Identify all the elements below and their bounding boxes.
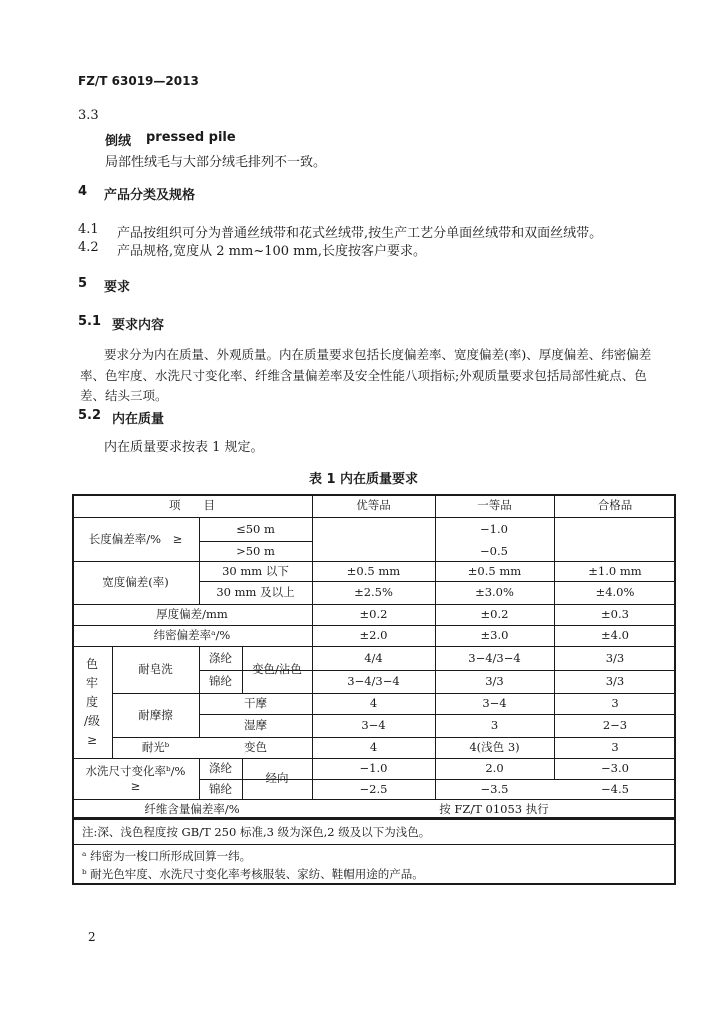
cf-char-5: ≥ — [86, 732, 98, 747]
width-sub-under-30: 30 mm 以下 — [222, 563, 289, 578]
cf-rubbing-label: 耐摩擦 — [138, 707, 173, 722]
wash-r2-superior: −2.5 — [359, 781, 388, 796]
clause-5-1-line-1: 要求分为内在质量、外观质量。内在质量要求包括长度偏差率、宽度偏差(率)、厚度偏差、纬密偏差 — [104, 347, 652, 362]
cf-soap-change-stain: 变色/沾色 — [252, 662, 302, 676]
cf-soap-r1-first: 3−4/3−4 — [468, 650, 521, 665]
cf-light-first: 4(浅色 3) — [469, 740, 520, 754]
note-main: 注:深、浅色程度按 GB/T 250 标准,3 级为深色,2 级及以下为浅色。 — [82, 825, 431, 839]
thickness-first: ±0.2 — [480, 607, 509, 621]
header-item: 项 目 — [169, 498, 215, 512]
cf-soap-r1-qualified: 3/3 — [605, 650, 625, 665]
cf-light-change: 变色 — [244, 740, 267, 754]
section-4-title: 产品分类及规格 — [104, 188, 196, 203]
thickness-deviation-label: 厚度偏差/mm — [156, 607, 228, 621]
cf-light-label: 耐光ᵇ — [141, 740, 170, 754]
term-definition: 局部性绒毛与大部分绒毛排列不一致。 — [105, 155, 327, 170]
wash-r1-first: 2.0 — [485, 761, 504, 775]
clause-4-2-number: 4.2 — [78, 240, 99, 255]
cf-dry-rub: 干摩 — [244, 696, 267, 710]
thickness-superior: ±0.2 — [359, 607, 388, 621]
wash-change-ge: ≥ — [130, 778, 141, 793]
clause-4-1-number: 4.1 — [78, 222, 99, 237]
length-deviation-label: 长度偏差率/% ≥ — [88, 531, 183, 546]
header-grade-first: 一等品 — [477, 498, 512, 512]
header-grade-superior: 优等品 — [356, 498, 391, 512]
wash-change-title: 水洗尺寸变化率ᵇ/% — [85, 763, 186, 778]
weft-density-label: 纬密偏差率ᵃ/% — [153, 628, 231, 642]
width-deviation-label: 宽度偏差(率) — [102, 575, 169, 589]
table-notes — [72, 819, 676, 885]
cf-soap-polyester: 涤纶 — [209, 650, 232, 665]
cf-char-4: /级 — [83, 713, 101, 728]
wash-r1-superior: −1.0 — [359, 761, 388, 775]
wash-change-label — [72, 758, 199, 799]
footnote-b: ᵇ 耐光色牢度、水洗尺寸变化率考核服装、家纺、鞋帽用途的产品。 — [82, 867, 424, 881]
wash-r1-qualified: −3.0 — [601, 761, 629, 775]
wash-r2-first: −3.5 — [480, 781, 509, 796]
cf-soap-nylon: 锦纶 — [209, 674, 232, 688]
section-5-2-title: 内在质量 — [112, 412, 165, 427]
section-5-1-title: 要求内容 — [112, 318, 165, 333]
term-english: pressed pile — [146, 130, 236, 145]
quality-requirements-table — [72, 494, 676, 819]
cf-wet-first: 3 — [490, 718, 499, 732]
length-value-long: −0.5 — [480, 543, 508, 558]
section-5-1-number: 5.1 — [78, 314, 102, 329]
cf-dry-qualified: 3 — [611, 696, 619, 710]
footnote-a: ᵃ 纬密为一梭口所形成回算一纬。 — [82, 849, 252, 863]
cf-wet-rub: 湿摩 — [244, 718, 267, 732]
cf-dry-first: 3−4 — [482, 696, 507, 710]
cf-wet-qualified: 2−3 — [602, 718, 628, 732]
cf-char-2: 牢 — [85, 675, 98, 690]
cf-char-3: 度 — [85, 694, 98, 709]
wash-nylon: 锦纶 — [209, 781, 232, 796]
section-5-number: 5 — [78, 276, 88, 291]
term-chinese: 倒绒 — [105, 134, 132, 149]
length-sub-short: ≤50 m — [236, 521, 275, 536]
color-fastness-label — [72, 646, 112, 758]
cf-wet-superior: 3−4 — [361, 718, 386, 732]
header-grade-qualified: 合格品 — [597, 498, 633, 512]
cf-soap-r2-first: 3/3 — [485, 674, 504, 688]
section-5-title: 要求 — [104, 280, 131, 295]
width-r2-first: ±3.0% — [475, 585, 514, 599]
page-number: 2 — [88, 930, 96, 944]
width-r2-superior: ±2.5% — [354, 585, 393, 599]
section-4-number: 4 — [78, 184, 88, 199]
cf-soap-r2-superior: 3−4/3−4 — [347, 674, 400, 688]
length-value-short: −1.0 — [480, 521, 508, 536]
cf-dry-superior: 4 — [369, 696, 378, 710]
fiber-content-value: 按 FZ/T 01053 执行 — [439, 801, 549, 816]
width-sub-30-and-above: 30 mm 及以上 — [216, 585, 295, 599]
clause-5-1-line-3: 差、结头三项。 — [80, 388, 168, 403]
clause-4-1-text: 产品按组织可分为普通丝绒带和花式丝绒带,按生产工艺分单面丝绒带和双面丝绒带。 — [117, 226, 603, 241]
length-sub-long: >50 m — [236, 543, 275, 558]
cf-soap-label: 耐皂洗 — [138, 662, 173, 676]
fiber-content-label: 纤维含量偏差率/% — [144, 801, 240, 816]
wash-polyester: 涤纶 — [209, 761, 232, 775]
width-r1-qualified: ±1.0 mm — [588, 563, 642, 578]
thickness-qualified: ±0.3 — [601, 607, 629, 621]
cf-light-superior: 4 — [369, 740, 378, 754]
clause-5-2-text: 内在质量要求按表 1 规定。 — [104, 440, 264, 455]
wash-r2-qualified: −4.5 — [601, 781, 629, 796]
clause-4-2-text: 产品规格,宽度从 2 mm~100 mm,长度按客户要求。 — [117, 244, 426, 259]
cf-char-1: 色 — [85, 656, 98, 671]
weft-density-first: ±3.0 — [480, 628, 509, 642]
cf-soap-r2-qualified: 3/3 — [605, 674, 625, 688]
weft-density-superior: ±2.0 — [359, 628, 388, 642]
clause-5-1-line-2: 率、色牢度、水洗尺寸变化率、纤维含量偏差率及安全性能八项指标;外观质量要求包括局部性疵点、色 — [80, 368, 647, 383]
table-caption: 表 1 内在质量要求 — [308, 472, 419, 487]
section-5-2-number: 5.2 — [78, 408, 102, 423]
wash-warp-direction: 经向 — [265, 771, 289, 785]
width-r1-first: ±0.5 mm — [467, 563, 522, 578]
cf-light-qualified: 3 — [611, 740, 619, 754]
cf-soap-r1-superior: 4/4 — [364, 650, 383, 665]
document-code: FZ/T 63019—2013 — [78, 74, 199, 88]
width-r1-superior: ±0.5 mm — [346, 563, 401, 578]
width-r2-qualified: ±4.0% — [595, 585, 635, 599]
weft-density-qualified: ±4.0 — [601, 628, 629, 642]
section-3-3-number: 3.3 — [78, 108, 99, 123]
